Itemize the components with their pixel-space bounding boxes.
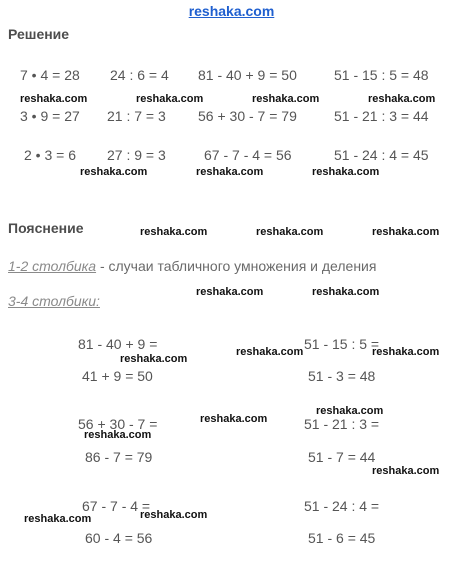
watermark: reshaka.com <box>136 93 204 105</box>
watermark: reshaka.com <box>80 166 148 178</box>
columns-1-2-label: 1-2 столбика <box>8 258 97 274</box>
solution-r3-c1: 2 • 3 = 6 <box>24 147 76 163</box>
watermark: reshaka.com <box>84 429 152 441</box>
solution-r1-c2: 24 : 6 = 4 <box>110 67 169 83</box>
step3-right-expression: 51 - 24 : 4 = <box>304 498 380 514</box>
watermark: reshaka.com <box>20 93 88 105</box>
solution-r2-c2: 21 : 7 = 3 <box>107 108 166 124</box>
columns-3-4-label: 3-4 столбики: <box>8 293 100 309</box>
columns-1-2-note <box>8 258 376 274</box>
solution-r3-c2: 27 : 9 = 3 <box>107 147 166 163</box>
watermark: reshaka.com <box>372 226 440 238</box>
solution-r3-c3: 67 - 7 - 4 = 56 <box>204 147 292 163</box>
watermark: reshaka.com <box>372 465 440 477</box>
watermark: reshaka.com <box>24 513 92 525</box>
watermark: reshaka.com <box>196 286 264 298</box>
columns-1-2-description: - случаи табличного умножения и деления <box>96 258 377 274</box>
watermark: reshaka.com <box>312 286 380 298</box>
solution-r1-c1: 7 • 4 = 28 <box>20 67 80 83</box>
step1-right-result: 51 - 3 = 48 <box>308 368 376 384</box>
solution-r3-c4: 51 - 24 : 4 = 45 <box>334 147 429 163</box>
step1-right-expression: 51 - 15 : 5 = <box>304 336 380 352</box>
watermark: reshaka.com <box>196 166 264 178</box>
solution-r2-c4: 51 - 21 : 3 = 44 <box>334 108 429 124</box>
solution-r1-c3: 81 - 40 + 9 = 50 <box>198 67 297 83</box>
watermark: reshaka.com <box>256 226 324 238</box>
site-title-link[interactable]: reshaka.com <box>188 3 275 19</box>
step1-left-expression: 81 - 40 + 9 = <box>78 336 158 352</box>
step2-right-result: 51 - 7 = 44 <box>308 449 376 465</box>
solution-heading: Решение <box>8 26 70 42</box>
step2-left-expression: 56 + 30 - 7 = <box>78 416 158 432</box>
step2-left-result: 86 - 7 = 79 <box>85 449 153 465</box>
solution-r2-c3: 56 + 30 - 7 = 79 <box>198 108 297 124</box>
watermark: reshaka.com <box>200 413 268 425</box>
watermark: reshaka.com <box>120 353 188 365</box>
step1-left-result: 41 + 9 = 50 <box>82 368 153 384</box>
watermark: reshaka.com <box>140 509 208 521</box>
watermark: reshaka.com <box>372 346 440 358</box>
watermark: reshaka.com <box>316 405 384 417</box>
step3-left-expression: 67 - 7 - 4 = <box>82 498 151 514</box>
step2-right-expression: 51 - 21 : 3 = <box>304 416 380 432</box>
columns-3-4-note <box>8 293 100 309</box>
watermark: reshaka.com <box>312 166 380 178</box>
watermark: reshaka.com <box>140 226 208 238</box>
solution-r2-c1: 3 • 9 = 27 <box>20 108 80 124</box>
watermark: reshaka.com <box>368 93 436 105</box>
step3-right-result: 51 - 6 = 45 <box>308 530 376 546</box>
explanation-heading: Пояснение <box>8 220 84 236</box>
solution-r1-c4: 51 - 15 : 5 = 48 <box>334 67 429 83</box>
watermark: reshaka.com <box>252 93 320 105</box>
watermark: reshaka.com <box>236 346 304 358</box>
step3-left-result: 60 - 4 = 56 <box>85 530 153 546</box>
